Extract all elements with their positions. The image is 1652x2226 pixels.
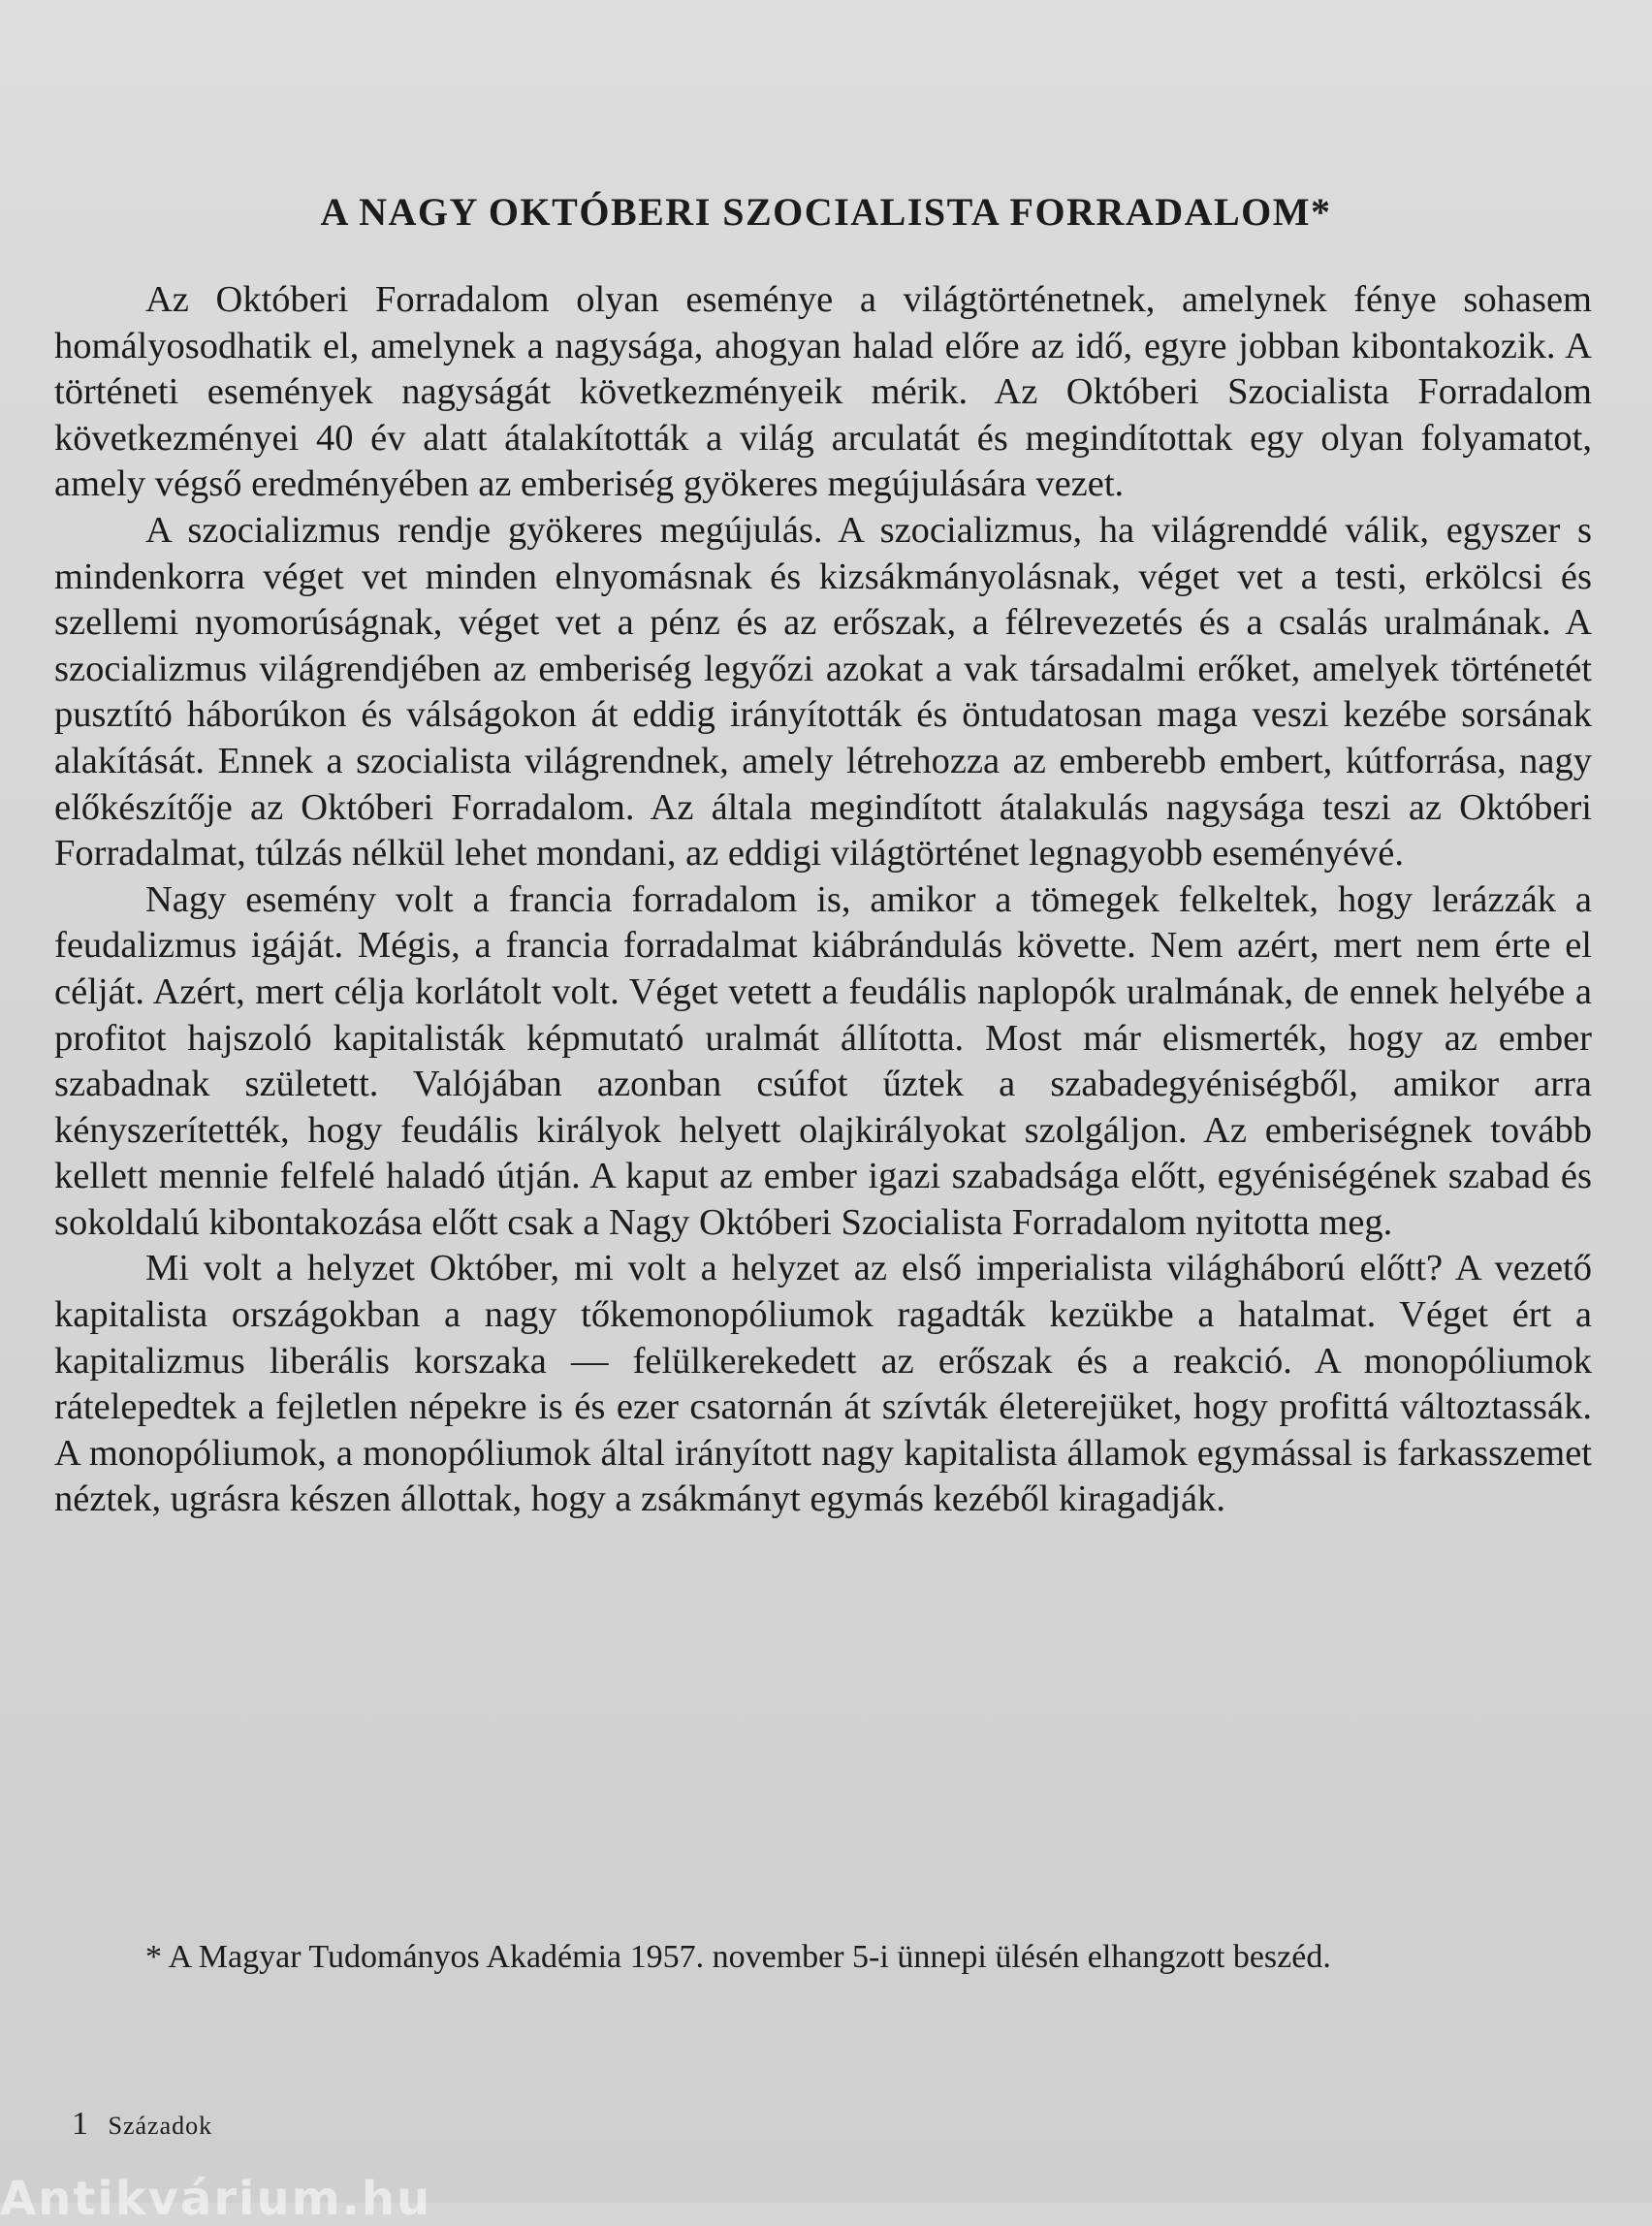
- footnote: [54, 1937, 1613, 1977]
- article-body: [54, 277, 1592, 1523]
- footnote-text: * A Magyar Tudományos Akadémia 1957. november 5-i ünnepi ülésén elhangzott beszéd.: [145, 1939, 1331, 1975]
- signature-number: 1: [72, 2106, 89, 2142]
- paragraph-2: A szocializmus rendje gyökeres megújulás. A szocializmus, ha világrenddé válik, egyszer s mindenkorra véget vet minden elnyomásnak és kizsákmányolásnak, véget vet a testi, erkölcsi és szellemi nyomorúságnak, véget vet a pénz és az erőszak, a félrevezetés és a csalás uralmának. A szocializmus világrendjében az emberiség legyőzi azokat a vak társadalmi erőket, amelyek történetét pusztító háborúkon és válságokon át eddig irányították és öntudatosan maga veszi kezébe sorsának alakítását. Ennek a szocialista világrendnek, amely létrehozza az emberebb embert, kútforrása, nagy előkészítője az Októberi Forradalom. Az általa megindított átalakulás nagysága teszi az Októberi Forradalmat, túlzás nélkül lehet mondani, az eddigi világtörténet legnagyobb eseményévé.: [54, 509, 1592, 874]
- page-footer: [72, 2106, 212, 2143]
- page-title: A NAGY OKTÓBERI SZOCIALISTA FORRADALOM*: [320, 190, 1332, 234]
- signature-label: Századok: [108, 2112, 213, 2140]
- paragraph-3: Nagy esemény volt a francia forradalom is, amikor a tömegek felkeltek, hogy lerázzák a feudalizmus igáját. Mégis, a francia forradalmat kiábrándulás követte. Nem azért, mert nem érte el célját. Azért, mert célja korlátolt volt. Véget vetett a feudális naplopók uralmának, de ennek helyébe a profitot hajszoló kapitalisták képmutató uralmát állította. Most már elismerték, hogy az ember szabadnak született. Valójában azonban csúfot űztek a szabadegyéniségből, amikor arra kényszerítették, hogy feudális királyok helyett olajkirályokat szolgáljon. Az emberiségnek tovább kellett mennie felfelé haladó útján. A kaput az ember igazi szabadsága előtt, egyéniségének szabad és sokoldalú kibontakozása előtt csak a Nagy Októberi Szocialista Forradalom nyitotta meg.: [54, 878, 1592, 1243]
- paragraph-1: Az Októberi Forradalom olyan eseménye a világtörténetnek, amelynek fénye sohasem homályosodhatik el, amelynek a nagysága, ahogyan halad előre az idő, egyre jobban kibontakozik. A történeti események nagyságát következményeik mérik. Az Októberi Szocialista Forradalom következményei 40 év alatt átalakították a világ arculatát és megindítottak egy olyan folyamatot, amely végső eredményében az emberiség gyökeres megújulására vezet.: [54, 279, 1592, 505]
- paragraph-4: Mi volt a helyzet Október, mi volt a helyzet az első imperialista világháború előtt? A vezető kapitalista országokban a nagy tőkemonopóliumok ragadták kezükbe a hatalmat. Véget ért a kapitalizmus liberális korszaka — felülkerekedett az erőszak és a reakció. A monopóliumok rátelepedtek a fejletlen népekre is és ezer csatornán át szívták életerejüket, hogy profittá változtassák. A monopóliumok, a monopóliumok által irányított nagy kapitalista államok egymással is farkasszemet néztek, ugrásra készen állottak, hogy a zsákmányt egymás kezéből kiragadják.: [54, 1248, 1592, 1520]
- watermark: Antikvárium.hu: [0, 2172, 432, 2226]
